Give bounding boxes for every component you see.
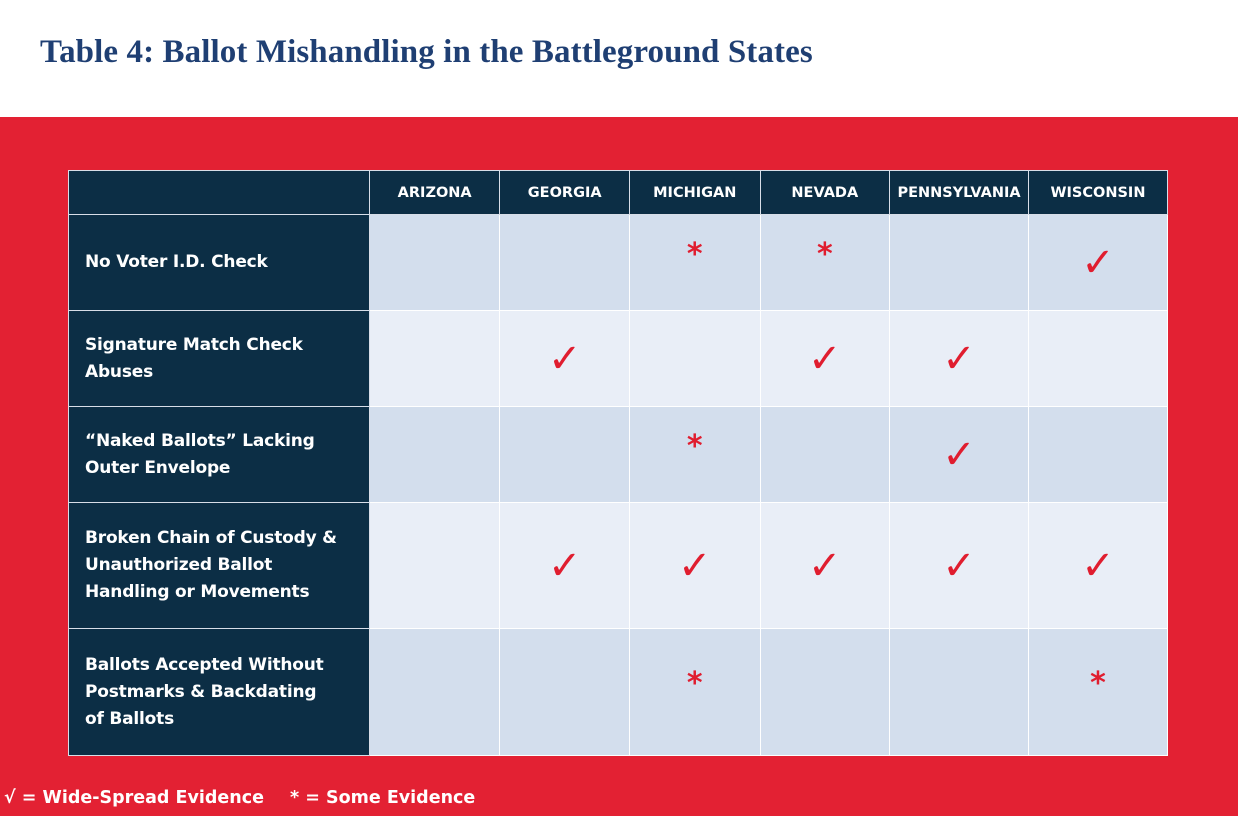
table-cell <box>1029 629 1168 756</box>
wide-spread-check-icon: ✓ <box>1081 239 1115 286</box>
table-cell <box>500 503 630 629</box>
some-evidence-star: * <box>1090 666 1106 701</box>
wide-spread-check-icon: ✓ <box>547 335 582 382</box>
column-header-wisconsin: WISCONSIN <box>1029 171 1168 215</box>
table-cell <box>760 407 890 503</box>
table-cell <box>500 407 630 503</box>
table-cell <box>500 215 630 311</box>
table-cell <box>500 629 630 756</box>
table-cell <box>629 311 760 407</box>
header-row <box>69 171 1168 215</box>
table-row <box>69 215 1168 311</box>
row-header-no-voter-id-check: No Voter I.D. Check <box>69 215 370 311</box>
wide-spread-check-icon: ✓ <box>1081 542 1115 589</box>
table-cell <box>369 629 500 756</box>
column-header-arizona: ARIZONA <box>369 171 500 215</box>
wide-spread-check-icon: ✓ <box>942 335 976 382</box>
wide-spread-check-icon: ✓ <box>547 542 582 589</box>
wide-spread-check-icon: ✓ <box>942 542 976 589</box>
wide-spread-check-icon: ✓ <box>808 542 842 589</box>
some-evidence-star: * <box>686 666 703 701</box>
table-cell <box>369 215 500 311</box>
page-title: Table 4: Ballot Mishandling in the Battleground States <box>40 34 813 70</box>
table-row <box>69 629 1168 756</box>
table-row <box>69 503 1168 629</box>
row-header-ballots-without-postmarks: Ballots Accepted Without Postmarks & Backdating of Ballots <box>69 629 370 756</box>
column-header-pennsylvania: PENNSYLVANIA <box>890 171 1029 215</box>
table-cell <box>629 215 760 311</box>
table-cell <box>890 311 1029 407</box>
legend <box>4 788 475 808</box>
table-cell <box>1029 215 1168 311</box>
some-evidence-star: * <box>686 236 703 272</box>
table-cell <box>890 629 1029 756</box>
table-cell <box>629 503 760 629</box>
ballot-mishandling-table <box>68 170 1168 756</box>
column-header-michigan: MICHIGAN <box>629 171 760 215</box>
table-row <box>69 407 1168 503</box>
legend-wide-spread: √ = Wide-Spread Evidence <box>4 788 264 808</box>
column-header-nevada: NEVADA <box>760 171 890 215</box>
table-cell <box>369 503 500 629</box>
row-header-naked-ballots: “Naked Ballots” Lacking Outer Envelope <box>69 407 370 503</box>
table-cell <box>890 215 1029 311</box>
column-header-georgia: GEORGIA <box>500 171 630 215</box>
table-cell <box>369 311 500 407</box>
row-header-signature-match-check-abuses: Signature Match Check Abuses <box>69 311 370 407</box>
table-cell <box>760 311 890 407</box>
some-evidence-star: * <box>816 236 833 272</box>
table-cell <box>890 503 1029 629</box>
legend-some: * = Some Evidence <box>290 788 476 808</box>
table-cell <box>1029 503 1168 629</box>
wide-spread-check-icon: ✓ <box>808 335 842 382</box>
header-corner-cell <box>69 171 370 215</box>
table-cell <box>629 629 760 756</box>
table-cell <box>890 407 1029 503</box>
wide-spread-check-icon: ✓ <box>678 542 712 589</box>
table-row <box>69 311 1168 407</box>
wide-spread-check-icon: ✓ <box>942 431 976 478</box>
table-cell <box>629 407 760 503</box>
table-cell <box>760 215 890 311</box>
table-cell <box>1029 407 1168 503</box>
table-cell <box>500 311 630 407</box>
table-cell <box>369 407 500 503</box>
some-evidence-star: * <box>686 428 703 464</box>
table-cell <box>1029 311 1168 407</box>
table-cell <box>760 503 890 629</box>
row-header-broken-chain-of-custody: Broken Chain of Custody & Unauthorized Ballot Handling or Movements <box>69 503 370 629</box>
table-cell <box>760 629 890 756</box>
